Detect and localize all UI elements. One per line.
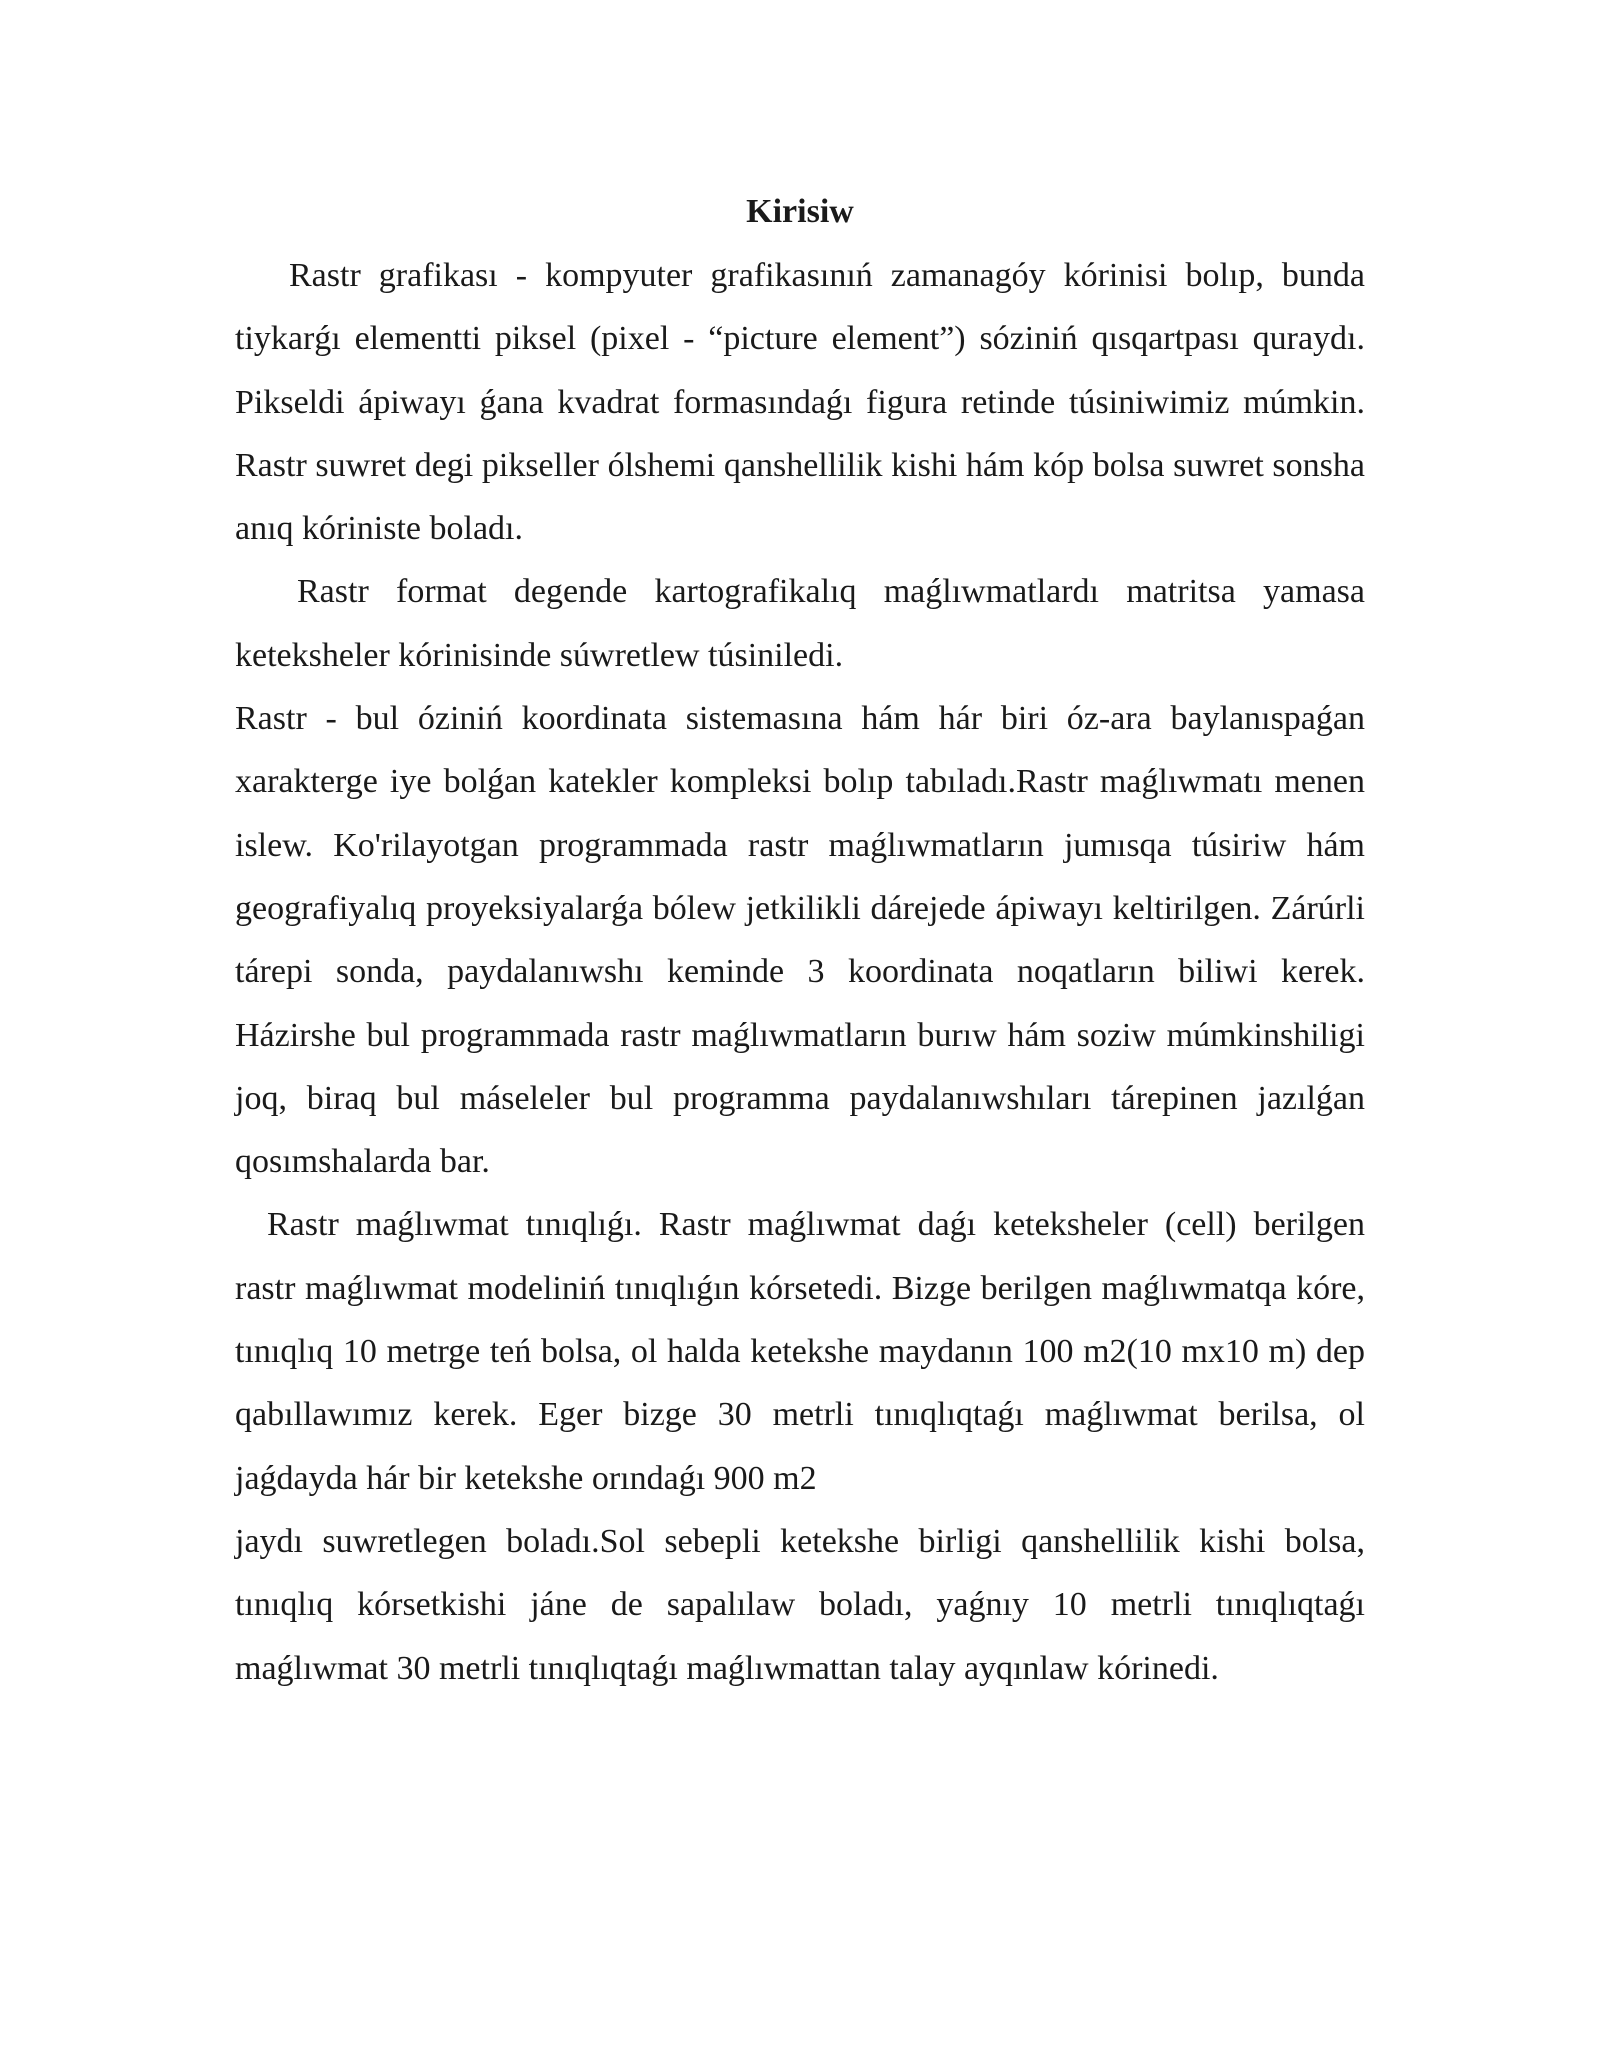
- paragraph-raster-graphics: Rastr grafikası - kompyuter grafikasınıń zamanagóy kórinisi bolıp, bunda tiykarǵı elementti piksel (pixel - “picture element”) sóziniń qısqartpası quraydı. Pikseldi ápiwayı ǵana kvadrat formasındaǵı figura retinde túsiniwimiz múmkin. Rastr suwret degi pikseller ólshemi qanshellilik kishi hám kóp bolsa suwret sonsha anıq kóriniste boladı.: [235, 257, 1365, 548]
- paragraph-raster-format: Rastr format degende kartografikalıq maǵlıwmatlardı matritsa yamasa keteksheler kórinisinde súwretlew túsiniledi.: [235, 573, 1365, 674]
- paragraph-raster-resolution: Rastr maǵlıwmat tınıqlıǵı. Rastr maǵlıwmat daǵı keteksheler (cell) berilgen rastr maǵlıwmat modeliniń tınıqlıǵın kórsetedi. Bizge berilgen maǵlıwmatqa kóre, tınıqlıq 10 metrge teń bolsa, ol halda ketekshe maydanın 100 m2(10 mx10 m) dep qabıllawımız kerek. Eger bizge 30 metrli tınıqlıqtaǵı maǵlıwmat berilsa, ol jaǵdayda hár bir ketekshe orındaǵı 900 m2: [235, 1206, 1365, 1497]
- paragraph-raster-definition: Rastr - bul óziniń koordinata sistemasına hám hár biri óz-ara baylanıspaǵan xarakterge iye bolǵan katekler kompleksi bolıp tabıladı.Rastr maǵlıwmatı menen islew. Ko'rilayotgan programmada rastr maǵlıwmatların jumısqa túsiriw hám geografiyalıq proyeksiyalarǵa bólew jetkilikli dárejede ápiwayı keltirilgen. Zárúrli tárepi sonda, paydalanıwshı keminde 3 koordinata noqatların biliwi kerek. Házirshe bul programmada rastr maǵlıwmatların burıw hám soziw múmkinshiligi joq, biraq bul máseleler bul programma paydalanıwshıları tárepinen jazılǵan qosımshalarda bar.: [235, 700, 1365, 1181]
- paragraph-resolution-conclusion: jaydı suwretlegen boladı.Sol sebepli ketekshe birligi qanshellilik kishi bolsa, tınıqlıq kórsetkishi jáne de sapalılaw boladı, yaǵnıy 10 metrli tınıqlıqtaǵı maǵlıwmat 30 metrli tınıqlıqtaǵı maǵlıwmattan talay ayqınlaw kórinedi.: [235, 1522, 1365, 1687]
- document-body: [235, 180, 1365, 1700]
- document-title: Kirisiw: [746, 193, 854, 230]
